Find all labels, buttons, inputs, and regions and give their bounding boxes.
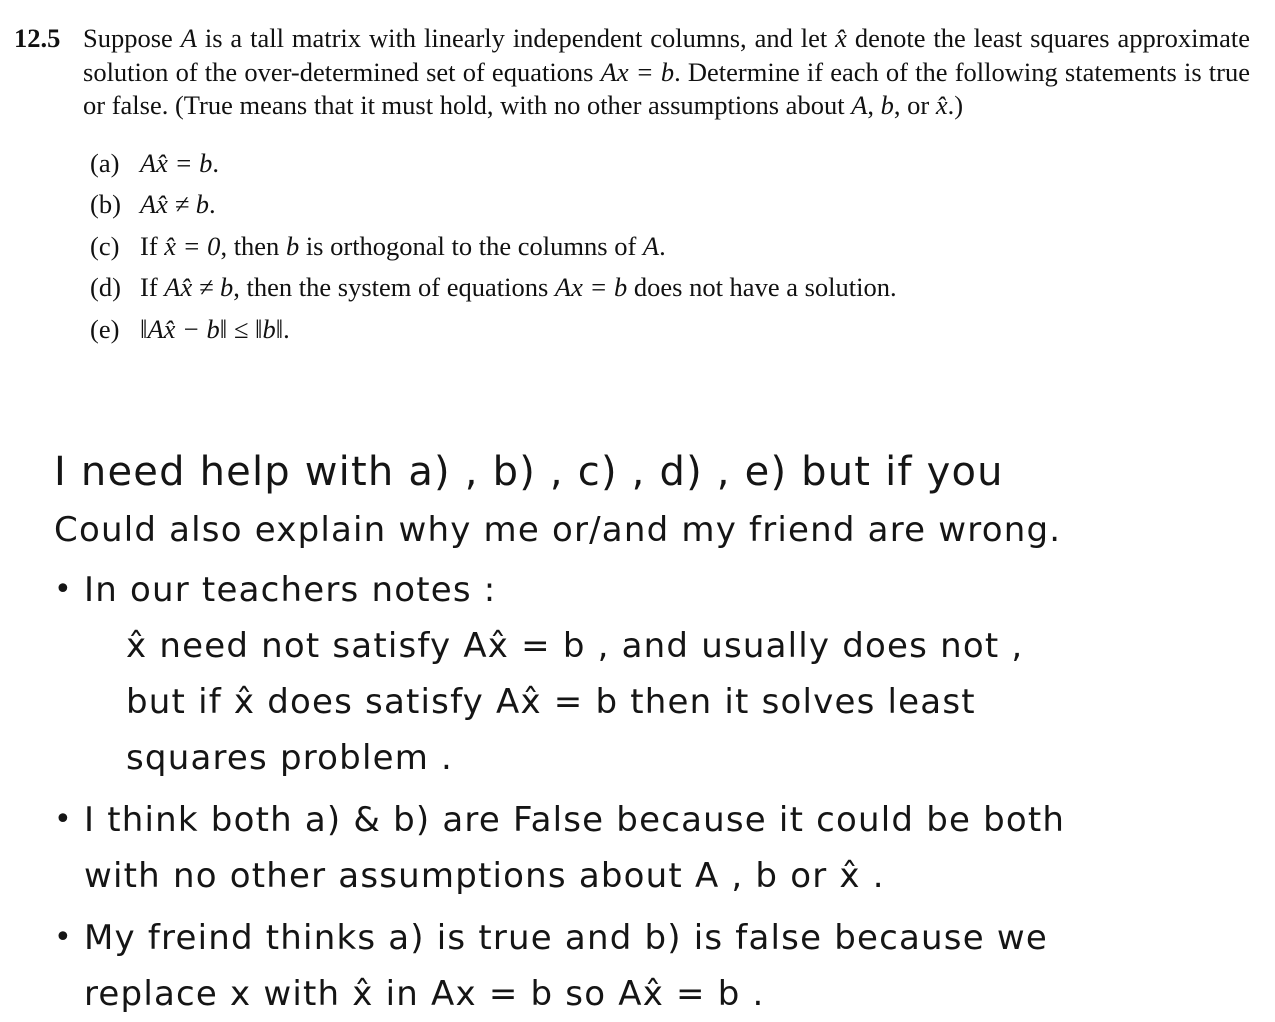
note-text: but if x̂ does satisfy Ax̂ = b then it solves least [126,682,976,722]
note-text: squares problem . [126,738,454,778]
note-bullet-friend [54,910,1244,1022]
note-line-explain: Could also explain why me or/and my friend are wrong. [54,510,1062,550]
bullet-dot: • [54,802,73,837]
statement-e [90,313,1250,347]
problem-intro: Suppose A is a tall matrix with linearly independent columns, and let x̂ denote the least squares approximate solution of the over-determined set of equations Ax = b. Determine if each of the following statements is true or false. (True means that it must hold, with no other assumptions about A, b, or x̂.) [83,23,1250,120]
statement-c [90,230,1250,264]
statement-d [90,271,1250,305]
statement-text: If Ax̂ ≠ b, then the system of equations Ax = b does not have a solution. [140,272,897,302]
note-bullet-teacher [54,562,1244,786]
problem-statement [14,22,1250,354]
statement-text: ‖Ax̂ − b‖ ≤ ‖b‖. [140,313,290,344]
statement-label: (a) [90,147,120,178]
problem-header [14,22,1250,123]
statement-label: (d) [90,272,121,302]
note-text: replace x with x̂ in Ax = b so Ax̂ = b . [84,974,765,1014]
statement-label: (c) [90,230,120,261]
handwritten-note [54,440,1244,1022]
problem-number: 12.5 [14,23,61,53]
statement-text: Ax̂ = b. [140,147,219,178]
note-text: In our teachers notes : [84,570,497,610]
statement-text: Ax̂ ≠ b. [140,189,216,219]
statement-b [90,188,1250,222]
statement-label: (e) [90,313,120,344]
statement-list [90,147,1250,347]
note-line-request: I need help with a) , b) , c) , d) , e) but if you [54,449,1004,495]
bullet-dot: • [54,920,73,955]
note-text: My freind thinks a) is true and b) is false because we [84,918,1048,958]
note-text: I think both a) & b) are False because it could be both [84,800,1066,840]
note-text: with no other assumptions about A , b or x̂ . [84,856,885,896]
statement-text: If x̂ = 0, then b is orthogonal to the columns of A. [140,230,666,261]
statement-a [90,147,1250,181]
bullet-dot: • [54,572,73,607]
statement-label: (b) [90,189,121,219]
note-text: x̂ need not satisfy Ax̂ = b , and usually does not , [126,626,1024,666]
note-bullet-me [54,792,1244,904]
